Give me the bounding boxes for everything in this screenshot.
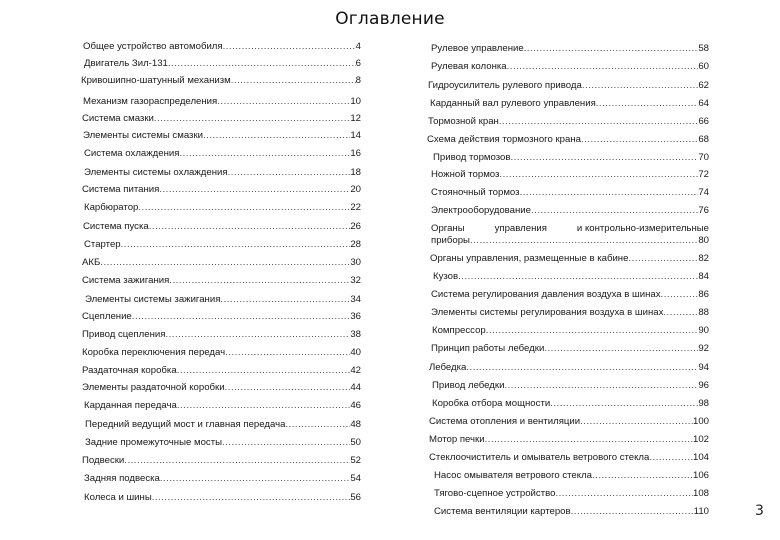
leader-dots bbox=[470, 235, 698, 247]
toc-entry-page: 84 bbox=[698, 271, 709, 282]
leader-dots bbox=[571, 506, 694, 518]
toc-entry-label-line1 bbox=[431, 223, 709, 235]
toc-entry[interactable] bbox=[434, 488, 709, 500]
toc-entry[interactable] bbox=[84, 492, 361, 504]
toc-entry-word: Органы bbox=[431, 223, 465, 234]
toc-entry-label: Система питания bbox=[82, 184, 160, 195]
toc-entry-page: 18 bbox=[350, 167, 361, 178]
toc-entry[interactable] bbox=[429, 434, 709, 446]
toc-entry[interactable] bbox=[82, 113, 361, 125]
toc-entry-page: 14 bbox=[350, 130, 361, 141]
toc-entry-page: 86 bbox=[698, 289, 709, 300]
toc-entry[interactable] bbox=[431, 187, 709, 199]
toc-entry-label: Элементы системы охлаждения bbox=[84, 167, 228, 178]
leader-dots bbox=[550, 398, 698, 410]
leader-dots bbox=[220, 294, 350, 306]
toc-entry-label: Передний ведущий мост и главная передача bbox=[85, 419, 286, 430]
toc-entry-page: 52 bbox=[350, 455, 361, 466]
leader-dots bbox=[124, 455, 350, 467]
toc-entry-label: Карбюратор bbox=[84, 202, 139, 213]
toc-entry-label: Привод лебедки bbox=[432, 380, 505, 391]
leader-dots bbox=[203, 130, 350, 142]
toc-entry-label: Принцип работы лебедки bbox=[431, 343, 545, 354]
toc-entry-page: 38 bbox=[350, 329, 361, 340]
toc-entry[interactable] bbox=[84, 400, 361, 412]
toc-entry-page: 102 bbox=[692, 434, 709, 445]
toc-entry-label: Система зажигания bbox=[82, 275, 170, 286]
toc-entry[interactable] bbox=[434, 506, 709, 518]
toc-entry-label: Задние промежуточные мосты bbox=[85, 437, 223, 448]
toc-entry-label: Коробка переключения передач bbox=[82, 347, 226, 358]
leader-dots bbox=[592, 470, 693, 482]
leader-dots bbox=[138, 202, 350, 214]
toc-entry[interactable] bbox=[431, 43, 709, 55]
toc-entry-page: 94 bbox=[698, 362, 709, 373]
leader-dots bbox=[663, 307, 698, 319]
toc-entry-page: 106 bbox=[692, 470, 709, 481]
leader-dots bbox=[504, 380, 698, 392]
toc-entry-label: Раздаточная коробка bbox=[82, 365, 177, 376]
toc-entry[interactable] bbox=[429, 452, 709, 464]
leader-dots bbox=[486, 325, 699, 337]
toc-entry-label: Кривошипно-шатунный механизм bbox=[81, 75, 231, 86]
toc-entry-label: Механизм газораспределения bbox=[83, 96, 218, 107]
leader-dots bbox=[466, 362, 698, 374]
toc-entry[interactable] bbox=[433, 152, 709, 164]
toc-entry[interactable] bbox=[433, 271, 709, 283]
leader-dots bbox=[177, 365, 351, 377]
toc-entry-label: Сцепление bbox=[82, 311, 132, 322]
toc-entry-page: 68 bbox=[698, 134, 709, 145]
toc-entry-page: 82 bbox=[698, 253, 709, 264]
toc-entry-page: 30 bbox=[350, 257, 361, 268]
toc-entry-label: Коробка отбора мощности bbox=[432, 398, 551, 409]
toc-entry-label: Система смазки bbox=[82, 113, 154, 124]
toc-entry-label: Система пуска bbox=[83, 221, 149, 232]
toc-entry-label: Система регулирования давления воздуха в шинах bbox=[431, 289, 661, 300]
toc-entry-page: 110 bbox=[693, 506, 709, 517]
toc-entry-label: Карданный вал рулевого управления bbox=[430, 98, 596, 109]
toc-entry-page: 104 bbox=[692, 452, 709, 463]
leader-dots bbox=[100, 257, 350, 269]
toc-entry-label: Привод сцепления bbox=[82, 329, 166, 340]
toc-entry-label: Система отопления и вентиляции bbox=[429, 416, 581, 427]
leader-dots bbox=[231, 75, 356, 87]
toc-entry-label: Органы управления, размещенные в кабине bbox=[430, 253, 629, 264]
toc-entry[interactable] bbox=[431, 61, 709, 73]
leader-dots bbox=[485, 434, 693, 446]
toc-entry[interactable] bbox=[84, 239, 361, 251]
toc-entry-page: 28 bbox=[350, 239, 361, 250]
toc-entry[interactable] bbox=[84, 148, 361, 160]
page-number: 3 bbox=[755, 503, 764, 519]
leader-dots bbox=[225, 382, 351, 394]
toc-entry-page: 36 bbox=[350, 311, 361, 322]
toc-entry-page: 40 bbox=[350, 347, 361, 358]
toc-entry-page: 100 bbox=[692, 416, 709, 427]
toc-entry-page: 54 bbox=[350, 473, 361, 484]
toc-entry[interactable] bbox=[82, 382, 361, 394]
toc-entry[interactable] bbox=[428, 80, 709, 92]
toc-entry-page: 66 bbox=[698, 116, 709, 127]
toc-entry[interactable] bbox=[85, 437, 361, 449]
toc-entry-page: 92 bbox=[698, 343, 709, 354]
toc-entry-page: 12 bbox=[350, 113, 361, 124]
toc-entry-label: Элементы системы зажигания bbox=[85, 294, 221, 305]
toc-entry-page: 60 bbox=[698, 61, 709, 72]
toc-entry-label: Стартер bbox=[84, 239, 121, 250]
leader-dots bbox=[661, 289, 699, 301]
toc-entry-page: 76 bbox=[698, 205, 709, 216]
toc-entry[interactable] bbox=[430, 98, 709, 110]
toc-entry-page: 64 bbox=[698, 98, 709, 109]
toc-entry-label: Колеса и шины bbox=[84, 492, 152, 503]
toc-entry[interactable] bbox=[432, 380, 709, 392]
toc-entry-page: 80 bbox=[698, 235, 709, 246]
leader-dots bbox=[177, 400, 351, 412]
toc-entry-page: 74 bbox=[698, 187, 709, 198]
toc-entry-label: Стеклоочиститель и омыватель ветрового стекла bbox=[429, 452, 650, 463]
leader-dots bbox=[160, 473, 350, 485]
toc-entry[interactable] bbox=[85, 294, 361, 306]
toc-entry-page: 72 bbox=[698, 169, 709, 180]
leader-dots bbox=[225, 347, 350, 359]
toc-entry[interactable] bbox=[85, 419, 361, 431]
toc-entry-label: Общее устройство автомобиля bbox=[83, 41, 223, 52]
leader-dots bbox=[217, 96, 350, 108]
toc-entry[interactable] bbox=[431, 169, 709, 181]
leader-dots bbox=[582, 80, 698, 92]
toc-entry[interactable] bbox=[82, 347, 361, 359]
toc-entry-page: 70 bbox=[698, 152, 709, 163]
leader-dots bbox=[149, 221, 351, 233]
toc-entry-page: 8 bbox=[355, 75, 361, 86]
leader-dots bbox=[555, 488, 693, 500]
toc-entry[interactable] bbox=[432, 398, 709, 410]
toc-entry-label: Рулевое управление bbox=[431, 43, 524, 54]
leader-dots bbox=[121, 239, 351, 251]
toc-entry-page: 26 bbox=[350, 221, 361, 232]
toc-entry[interactable] bbox=[431, 289, 709, 301]
leader-dots bbox=[223, 41, 356, 53]
toc-entry[interactable] bbox=[431, 343, 709, 355]
toc-entry[interactable] bbox=[84, 167, 361, 179]
toc-entry-label: Система охлаждения bbox=[84, 148, 180, 159]
toc-entry[interactable] bbox=[431, 205, 709, 217]
leader-dots bbox=[228, 167, 351, 179]
leader-dots bbox=[649, 452, 693, 464]
toc-entry-label-line2 bbox=[431, 235, 709, 247]
toc-entry[interactable] bbox=[427, 134, 709, 146]
leader-dots bbox=[169, 275, 350, 287]
leader-dots bbox=[628, 253, 698, 265]
toc-entry-page: 88 bbox=[698, 307, 709, 318]
leader-dots bbox=[132, 311, 351, 323]
leader-dots bbox=[222, 437, 350, 449]
toc-entry-label: Задняя подвеска bbox=[84, 473, 160, 484]
toc-entry-page: 58 bbox=[698, 43, 709, 54]
toc-entry-multiline[interactable] bbox=[431, 223, 709, 247]
toc-entry-page: 42 bbox=[350, 365, 361, 376]
toc-entry[interactable] bbox=[82, 311, 361, 323]
toc-entry-label: Тормозной кран bbox=[428, 116, 499, 127]
leader-dots bbox=[152, 492, 351, 504]
toc-entry[interactable] bbox=[84, 58, 361, 70]
toc-entry-label: Рулевая колонка bbox=[431, 61, 507, 72]
toc-entry-page: 50 bbox=[350, 437, 361, 448]
leader-dots bbox=[499, 116, 698, 128]
toc-entry-page: 96 bbox=[698, 380, 709, 391]
toc-entry[interactable] bbox=[82, 455, 361, 467]
toc-entry[interactable] bbox=[82, 184, 361, 196]
leader-dots bbox=[544, 343, 698, 355]
toc-entry-page: 108 bbox=[692, 488, 709, 499]
toc-entry-page: 4 bbox=[355, 41, 361, 52]
toc-entry-label: Схема действия тормозного крана bbox=[427, 134, 581, 145]
toc-entry-label: Система вентиляции картеров bbox=[434, 506, 571, 517]
toc-entry[interactable] bbox=[83, 130, 361, 142]
toc-entry-label: Элементы раздаточной коробки bbox=[82, 382, 225, 393]
leader-dots bbox=[154, 113, 350, 125]
toc-entry-label: приборы bbox=[431, 235, 470, 246]
leader-dots bbox=[580, 416, 693, 428]
toc-entry-page: 16 bbox=[350, 148, 361, 159]
toc-entry[interactable] bbox=[83, 41, 361, 53]
toc-entry-page: 98 bbox=[698, 398, 709, 409]
toc-entry[interactable] bbox=[84, 473, 361, 485]
leader-dots bbox=[285, 419, 350, 431]
toc-entry-page: 62 bbox=[698, 80, 709, 91]
leader-dots bbox=[168, 58, 356, 70]
toc-entry-page: 56 bbox=[350, 492, 361, 503]
toc-entry-page: 22 bbox=[350, 202, 361, 213]
toc-entry-page: 34 bbox=[350, 294, 361, 305]
leader-dots bbox=[524, 43, 699, 55]
toc-entry[interactable] bbox=[430, 253, 709, 265]
toc-entry-label: Кузов bbox=[433, 271, 459, 282]
leader-dots bbox=[159, 184, 350, 196]
leader-dots bbox=[179, 148, 350, 160]
leader-dots bbox=[165, 329, 350, 341]
toc-entry-label: Насос омывателя ветрового стекла bbox=[434, 470, 593, 481]
toc-entry-label: АКБ bbox=[82, 257, 101, 268]
toc-entry-label: Карданная передача bbox=[84, 400, 177, 411]
toc-entry-label: Тягово-сцепное устройство bbox=[434, 488, 556, 499]
toc-entry-label: Привод тормозов bbox=[433, 152, 511, 163]
toc-entry[interactable] bbox=[82, 257, 361, 269]
toc-entry-page: 46 bbox=[350, 400, 361, 411]
toc-entry[interactable] bbox=[429, 362, 709, 374]
leader-dots bbox=[507, 61, 699, 73]
toc-entry[interactable] bbox=[81, 75, 361, 87]
toc-entry[interactable] bbox=[83, 221, 361, 233]
toc-entry-page: 20 bbox=[350, 184, 361, 195]
toc-entry[interactable] bbox=[428, 116, 709, 128]
toc-entry[interactable] bbox=[434, 470, 709, 482]
toc-entry[interactable] bbox=[82, 275, 361, 287]
toc-entry-word: управления bbox=[494, 223, 547, 234]
toc-entry-label: Компрессор bbox=[432, 325, 486, 336]
toc-entry-label: Стояночный тормоз bbox=[431, 187, 520, 198]
leader-dots bbox=[520, 187, 699, 199]
toc-entry-label: Мотор печки bbox=[429, 434, 485, 445]
toc-entry-label: Элементы системы смазки bbox=[83, 130, 204, 141]
toc-entry-page: 10 bbox=[350, 96, 361, 107]
toc-entry-label: Двигатель Зил-131 bbox=[84, 58, 168, 69]
page-title: Оглавление bbox=[335, 9, 445, 29]
toc-entry-label: Ножной тормоз bbox=[431, 169, 500, 180]
toc-entry[interactable] bbox=[83, 96, 361, 108]
toc-entry-page: 44 bbox=[350, 382, 361, 393]
toc-entry-label: Подвески bbox=[82, 455, 125, 466]
leader-dots bbox=[499, 169, 698, 181]
toc-entry-label: Лебедка bbox=[429, 362, 467, 373]
toc-entry[interactable] bbox=[431, 307, 709, 319]
toc-entry[interactable] bbox=[432, 325, 709, 337]
toc-entry-page: 90 bbox=[698, 325, 709, 336]
toc-entry[interactable] bbox=[82, 329, 361, 341]
toc-entry-label: Электрооборудование bbox=[431, 205, 532, 216]
toc-entry-label: Гидроусилитель рулевого привода bbox=[428, 80, 582, 91]
leader-dots bbox=[596, 98, 699, 110]
toc-entry-page: 48 bbox=[350, 419, 361, 430]
toc-entry[interactable] bbox=[82, 365, 361, 377]
leader-dots bbox=[510, 152, 698, 164]
toc-entry-page: 32 bbox=[350, 275, 361, 286]
toc-entry-page: 6 bbox=[355, 58, 361, 69]
toc-entry[interactable] bbox=[84, 202, 361, 214]
toc-entry-word: и контрольно-измерительные bbox=[576, 223, 709, 234]
toc-entry[interactable] bbox=[429, 416, 709, 428]
leader-dots bbox=[531, 205, 698, 217]
toc-entry-label: Элементы системы регулирования воздуха в шинах bbox=[431, 307, 664, 318]
leader-dots bbox=[458, 271, 698, 283]
leader-dots bbox=[581, 134, 698, 146]
